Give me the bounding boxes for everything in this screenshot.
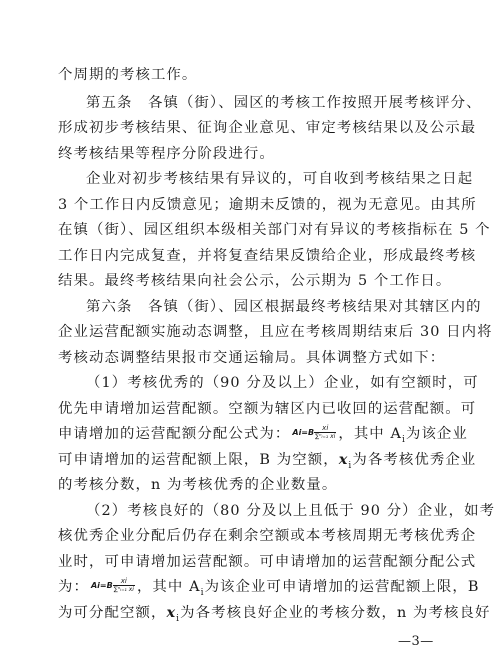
text-line: 的考核分数，n 为考核优秀的企业数量。 <box>58 477 338 493</box>
text-line: 核优秀企业分配后仍存在剩余空额或本考核周期无考核优秀企 <box>58 528 477 544</box>
text-segment: 为各考核优秀企业 <box>352 452 477 468</box>
item-1-line: （1）考核优秀的（90 分及以上）企业，如有空额时，可 <box>86 375 479 391</box>
subscript: i <box>176 613 181 624</box>
text-line: 业时，可申请增加运营配额。可申请增加的运营配额分配公式 <box>58 554 477 570</box>
article-6-heading-line: 第六条 各镇（街）、园区根据最终考核结果对其辖区内的 <box>86 299 482 315</box>
text-segment: 为该企业 <box>405 426 468 442</box>
text-segment: 为各考核良好企业的考核分数，n 为考核良好 <box>180 605 491 621</box>
formula-lhs: Ai=B <box>292 427 315 437</box>
formula-denominator: ∑ⁿᵢ₌₁ xi <box>315 432 336 440</box>
text-line: 3 个工作日内反馈意见；逾期未反馈的，视为无意见。由其所 <box>58 197 477 213</box>
text-line: 在镇（街）、园区组织本级相关部门对有异议的考核指标在 5 个 <box>58 222 491 238</box>
text-line: 企业运营配额实施动态调整，且应在考核周期结束后 30 日内将 <box>58 324 493 340</box>
allocation-formula <box>292 424 336 441</box>
subscript: i <box>401 434 406 445</box>
subscript: i <box>200 587 205 598</box>
text-segment: 为该企业可申请增加的运营配额上限，B <box>204 579 480 595</box>
item-2-line: （2）考核良好的（80 分及以上且低于 90 分）企业，如考 <box>86 503 495 519</box>
formula-line-2 <box>58 576 480 598</box>
text-line <box>58 450 477 471</box>
text-segment: ，其中 A <box>136 579 201 595</box>
formula-denominator: ∑ⁿᵢ₌₁ xi <box>113 585 134 593</box>
text-line: 考核动态调整结果报市交通运输局。具体调整方式如下： <box>58 350 446 366</box>
formula-lhs: Ai=B <box>90 580 113 590</box>
page-number: —3— <box>398 634 434 649</box>
formula-numerator: xi <box>113 577 135 586</box>
text-line: 结果。最终考核结果向社会公示，公示期为 5 个工作日。 <box>58 273 452 289</box>
formula-numerator: xi <box>314 424 336 433</box>
text-segment: 可申请增加的运营配额上限，B 为空额， <box>58 452 339 468</box>
text-segment: 为可分配空额， <box>58 605 167 621</box>
text-line: 优先申请增加运营配额。空额为辖区内已收回的运营配额。可 <box>58 401 477 417</box>
subscript: i <box>348 460 353 471</box>
text-line: 终考核结果等程序分阶段进行。 <box>58 146 275 162</box>
article-5-heading-line: 第五条 各镇（街）、园区的考核工作按照开展考核评分、 <box>86 95 482 111</box>
formula-fraction <box>113 577 135 594</box>
variable-x: x <box>166 604 177 621</box>
variable-x: x <box>338 451 349 468</box>
text-line: 企业对初步考核结果有异议的，可自收到考核结果之日起 <box>86 171 474 187</box>
text-line: 工作日内完成复查，并将复查结果反馈给企业，形成最终考核 <box>58 248 477 264</box>
formula-line-1 <box>58 423 468 445</box>
text-segment: ，其中 A <box>338 426 402 442</box>
formula-fraction <box>314 424 336 441</box>
text-line: 形成初步考核结果、征询企业意见、审定考核结果以及公示最 <box>58 120 477 136</box>
text-segment: 申请增加的运营配额分配公式为： <box>58 426 291 442</box>
text-segment: 为： <box>58 579 89 595</box>
allocation-formula <box>91 577 135 594</box>
text-line: 个周期的考核工作。 <box>58 67 198 83</box>
text-line <box>58 603 491 624</box>
